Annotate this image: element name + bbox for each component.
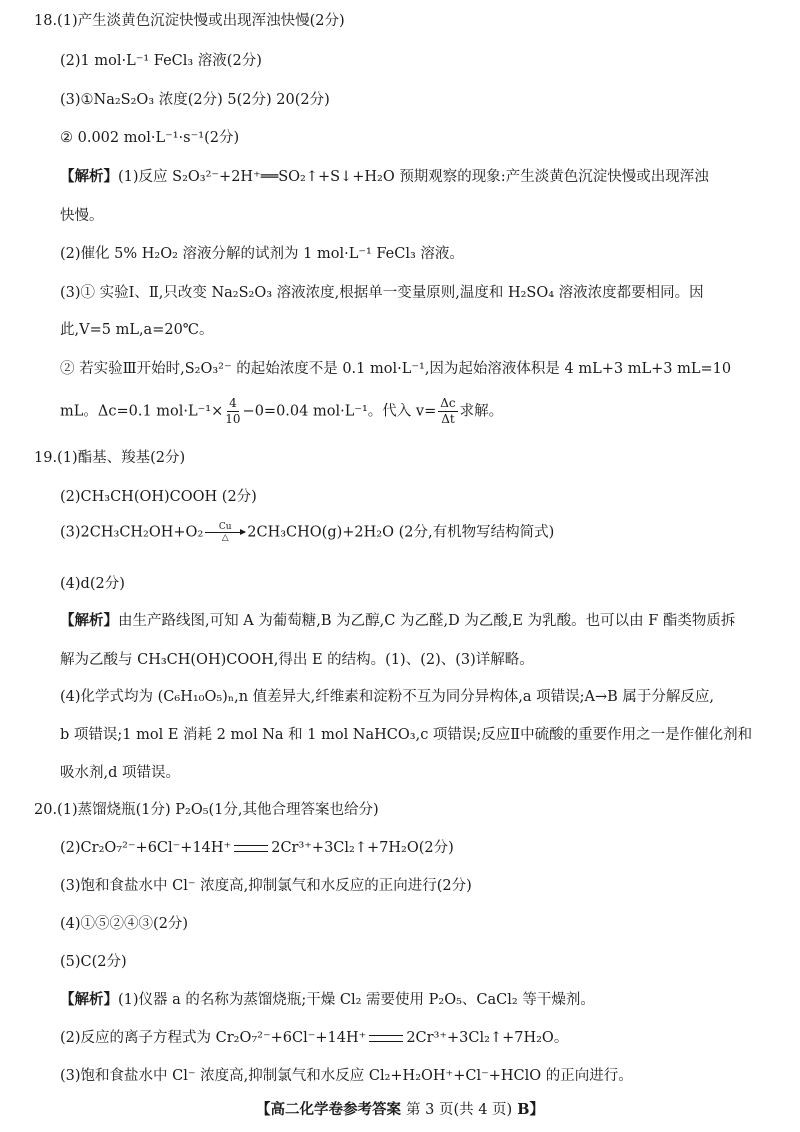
q18-explanation-4b [60, 396, 503, 427]
q20-answer-5: (5)C(2分) [60, 954, 127, 970]
fraction-4-10 [225, 396, 240, 427]
q19-explanation-2: (4)化学式均为 (C₆H₁₀O₅)ₙ,n 值差异大,纤维素和淀粉不互为同分异构体,a 项错误;A→B 属于分解反应, [60, 689, 715, 705]
arrow-bar [205, 532, 245, 533]
q18-explanation-4: ② 若实验Ⅲ开始时,S₂O₃²⁻ 的起始浓度不是 0.1 mol·L⁻¹,因为起始溶液体积是 4 mL+3 mL+3 mL=10 [60, 361, 732, 377]
reaction-arrow-icon [205, 522, 245, 543]
fraction-denominator: Δt [441, 412, 455, 426]
q18-answer-2: (2)1 mol·L⁻¹ FeCl₃ 溶液(2分) [60, 53, 262, 69]
footer-title: 【高二化学卷参考答案 [255, 1101, 401, 1118]
explanation-tag: 【解析】 [60, 613, 118, 629]
explanation-tag: 【解析】 [60, 992, 118, 1008]
q19-answer-1: 19.(1)酯基、羧基(2分) [34, 450, 186, 466]
catalyst-label: Cu [218, 522, 232, 532]
q18-answer-1: 18.(1)产生淡黄色沉淀快慢或出现浑浊快慢(2分) [34, 13, 345, 29]
q20-explanation-2-pre: (2)反应的离子方程式为 Cr₂O₇²⁻+6Cl⁻+14H⁺ [60, 1030, 367, 1046]
fraction-numerator: Δc [440, 396, 456, 410]
q20-answer-1: 20.(1)蒸馏烧瓶(1分) P₂O₅(1分,其他合理答案也给分) [34, 802, 379, 818]
q20-answer-2-pre: (2)Cr₂O₇²⁻+6Cl⁻+14H⁺ [60, 840, 232, 856]
q18-explanation-2: (2)催化 5% H₂O₂ 溶液分解的试剂为 1 mol·L⁻¹ FeCl₃ 溶液。 [60, 246, 464, 262]
q18-explanation-4b-mid: −0=0.04 mol·L⁻¹。代入 v= [242, 403, 437, 420]
heat-label: △ [221, 533, 229, 543]
q20-answer-2-post: 2Cr³⁺+3Cl₂↑+7H₂O(2分) [271, 840, 454, 856]
q20-answer-4: (4)①⑤②④③(2分) [60, 916, 189, 932]
q18-explanation-1-text: (1)反应 S₂O₃²⁻+2H⁺══SO₂↑+S↓+H₂O 预期观察的现象:产生淡黄色沉淀快慢或出现浑浊 [118, 169, 709, 185]
q19-answer-3-post: 2CH₃CHO(g)+2H₂O (2分,有机物写结构简式) [247, 524, 555, 541]
q19-answer-4: (4)d(2分) [60, 576, 125, 592]
q20-explanation-2 [60, 1031, 568, 1046]
q20-explanation-2-post: 2Cr³⁺+3Cl₂↑+7H₂O。 [406, 1030, 569, 1046]
q18-answer-3: (3)①Na₂S₂O₃ 浓度(2分) 5(2分) 20(2分) [60, 92, 330, 108]
q18-explanation-1 [60, 170, 709, 185]
fraction-denominator: 10 [225, 412, 241, 426]
q18-explanation-4b-post: 求解。 [459, 403, 504, 420]
q19-explanation-1 [60, 614, 735, 629]
q18-explanation-4b-pre: mL。Δc=0.1 mol·L⁻¹× [60, 403, 224, 420]
q20-answer-3: (3)饱和食盐水中 Cl⁻ 浓度高,抑制氯气和水反应的正向进行(2分) [60, 878, 472, 894]
fraction-dc-dt [438, 396, 457, 427]
q18-explanation-1b: 快慢。 [60, 208, 104, 224]
explanation-tag: 【解析】 [60, 169, 118, 185]
equals-arrow-icon [234, 845, 268, 852]
fraction-numerator: 4 [229, 396, 237, 410]
page-footer [0, 1103, 800, 1118]
q20-explanation-3: (3)饱和食盐水中 Cl⁻ 浓度高,抑制氯气和水反应 Cl₂+H₂OH⁺+Cl⁻+HClO 的正向进行。 [60, 1068, 633, 1084]
q19-explanation-1b: 解为乙酸与 CH₃CH(OH)COOH,得出 E 的结构。(1)、(2)、(3)详解略。 [60, 652, 534, 668]
q18-explanation-3: (3)① 实验Ⅰ、Ⅱ,只改变 Na₂S₂O₃ 溶液浓度,根据单一变量原则,温度和 H₂SO₄ 溶液浓度都要相同。因 [60, 285, 704, 301]
q20-answer-2 [60, 841, 454, 856]
q19-explanation-2b: b 项错误;1 mol E 消耗 2 mol Na 和 1 mol NaHCO₃,c 项错误;反应Ⅱ中硫酸的重要作用之一是作催化剂和 [60, 727, 753, 743]
equals-arrow-icon [369, 1035, 403, 1042]
footer-page-number: 第 3 页(共 4 页) [406, 1102, 513, 1118]
q20-explanation-1-text: (1)仪器 a 的名称为蒸馏烧瓶;干燥 Cl₂ 需要使用 P₂O₅、CaCl₂ 等干燥剂。 [118, 992, 595, 1008]
q19-answer-3-pre: (3)2CH₃CH₂OH+O₂ [60, 524, 204, 541]
q19-answer-3 [60, 522, 554, 543]
q20-explanation-1 [60, 993, 595, 1008]
q19-answer-2: (2)CH₃CH(OH)COOH (2分) [60, 489, 257, 505]
footer-suffix: B】 [517, 1101, 545, 1118]
q18-explanation-3b: 此,V=5 mL,a=20℃。 [60, 322, 214, 338]
q19-explanation-2c: 吸水剂,d 项错误。 [60, 765, 180, 781]
q19-explanation-1-text: 由生产路线图,可知 A 为葡萄糖,B 为乙醇,C 为乙醛,D 为乙酸,E 为乳酸。也可以由 F 酯类物质拆 [118, 613, 736, 629]
q18-answer-3-2: ② 0.002 mol·L⁻¹·s⁻¹(2分) [60, 130, 240, 146]
